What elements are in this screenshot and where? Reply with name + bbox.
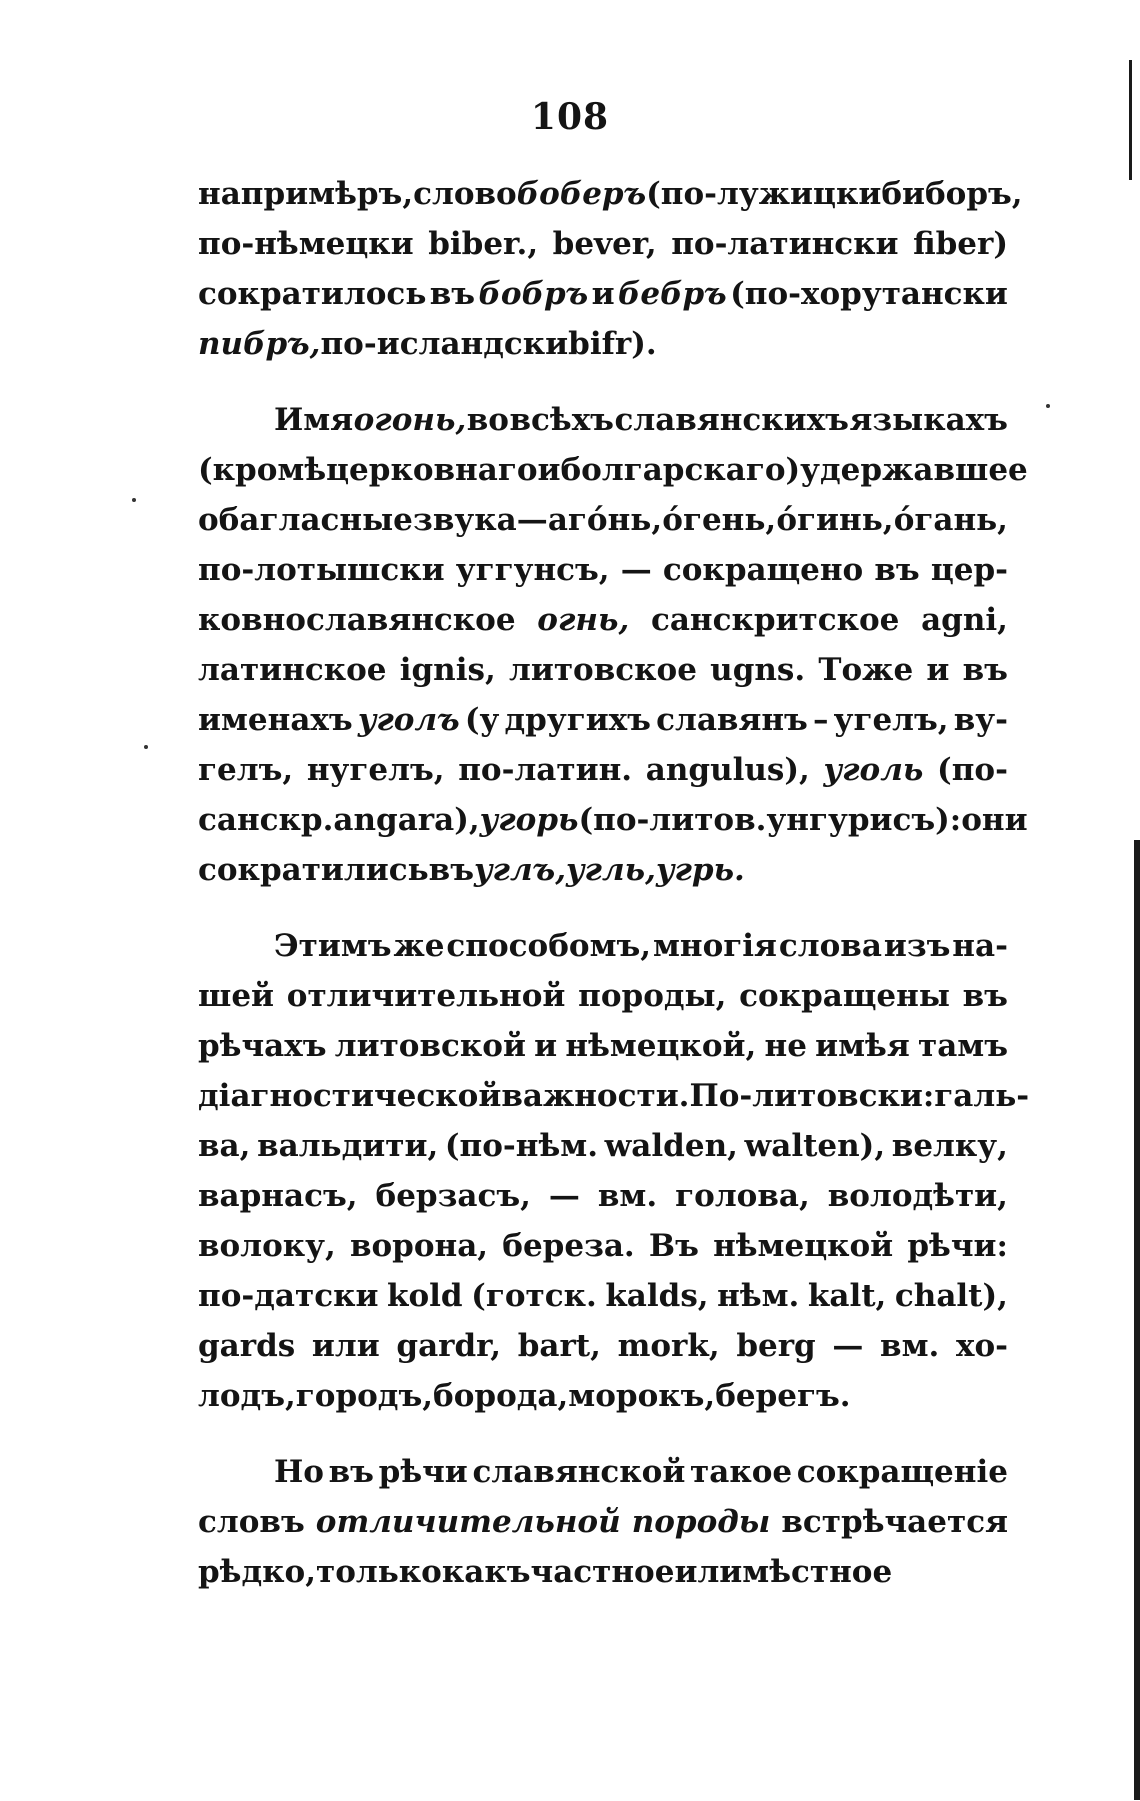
text-line — [198, 752, 1008, 802]
word: kalt, — [807, 1278, 887, 1314]
word: уггунсъ, — [455, 552, 610, 588]
word: вм. — [880, 1328, 940, 1364]
text-line — [198, 978, 1008, 1028]
paragraph-gap — [198, 902, 1008, 928]
word: въ — [429, 276, 476, 312]
word: агóнь, — [547, 502, 663, 538]
paragraph — [198, 928, 1030, 1428]
word: славянскихъ — [614, 402, 849, 438]
text-line — [198, 1454, 1008, 1504]
text-line — [198, 852, 1008, 902]
word: славянъ — [656, 702, 808, 738]
word: сокращены — [739, 978, 950, 1014]
word: тамъ — [917, 1028, 1008, 1064]
text-line — [198, 1278, 1008, 1328]
word: велку, — [891, 1128, 1008, 1164]
word: володѣти, — [827, 1178, 1008, 1214]
text-line — [198, 176, 1023, 226]
word: kalds, — [605, 1278, 709, 1314]
word: (по-нѣм. — [444, 1128, 598, 1164]
word: бобръ — [478, 276, 589, 312]
word: berg — [736, 1328, 816, 1364]
body-text — [198, 176, 1030, 1604]
word: ковнославянское — [198, 602, 516, 638]
page-number: 108 — [530, 96, 610, 138]
word: хо- — [955, 1328, 1008, 1364]
word: вм. — [597, 1178, 658, 1214]
word: они — [961, 802, 1028, 838]
word: уголъ — [357, 702, 460, 738]
word: оба — [198, 502, 260, 538]
word: мѣстное — [742, 1554, 893, 1590]
text-line — [198, 1504, 1008, 1554]
word: гелъ, — [198, 752, 294, 788]
word: изъ — [883, 928, 951, 964]
text-line — [198, 402, 1008, 452]
word: цер- — [930, 552, 1008, 588]
word: óгинь, — [776, 502, 894, 538]
word: или — [311, 1328, 380, 1364]
text-line — [198, 652, 1008, 702]
text-line — [198, 502, 1008, 552]
word: лодъ, — [198, 1378, 296, 1414]
paragraph-gap — [198, 1428, 1008, 1454]
ink-speck — [144, 745, 148, 749]
text-line — [198, 702, 1008, 752]
word: fiber) — [913, 226, 1008, 262]
word: и — [591, 276, 615, 312]
word: всѣхъ — [509, 402, 614, 438]
word: частное — [530, 1554, 675, 1590]
word: (у — [464, 702, 500, 738]
word: угрь. — [655, 852, 745, 888]
word: слово — [413, 176, 517, 212]
word: (по-литов. — [578, 802, 767, 838]
word: Въ — [648, 1228, 699, 1264]
word: ву- — [953, 702, 1008, 738]
word: по-нѣмецки — [198, 226, 414, 262]
word: звука— — [413, 502, 548, 538]
word: пибръ, — [198, 326, 321, 362]
word: на- — [952, 928, 1008, 964]
word: только — [316, 1554, 442, 1590]
word: рѣчи — [378, 1454, 468, 1490]
word: óгень, — [662, 502, 777, 538]
word: напримѣръ, — [198, 176, 414, 212]
word: и — [534, 1028, 558, 1064]
word: рѣдко, — [198, 1554, 316, 1590]
word: ignis, — [399, 652, 496, 688]
word: Имя — [274, 402, 354, 438]
word: литовской — [334, 1028, 526, 1064]
word: Но — [274, 1454, 324, 1490]
word: gardr, — [396, 1328, 502, 1364]
word: именахъ — [198, 702, 353, 738]
word: угорь — [479, 802, 579, 838]
word: (по-хорутански — [730, 276, 1008, 312]
word: борода, — [433, 1378, 569, 1414]
word: нѣм. — [717, 1278, 800, 1314]
word: bart, — [517, 1328, 601, 1364]
word: kold — [387, 1278, 463, 1314]
word: шей — [198, 978, 275, 1014]
word: береза. — [502, 1228, 635, 1264]
word: ugns. — [710, 652, 806, 688]
ink-speck — [132, 498, 136, 502]
word: угелъ, — [833, 702, 949, 738]
word: боберъ — [516, 176, 647, 212]
word: gards — [198, 1328, 296, 1364]
word: рѣчахъ — [198, 1028, 327, 1064]
word: встрѣчается — [781, 1504, 1008, 1540]
word: голова, — [675, 1178, 810, 1214]
text-line — [198, 326, 1008, 376]
word: словъ — [198, 1504, 305, 1540]
word: biber., — [428, 226, 539, 262]
word: языкахъ — [849, 402, 1008, 438]
word: отличительной — [286, 978, 566, 1014]
word: angulus), — [645, 752, 810, 788]
text-line — [198, 1028, 1008, 1078]
word: латинское — [198, 652, 387, 688]
word: славянской — [472, 1454, 686, 1490]
word: въ — [328, 1454, 374, 1490]
word: слова — [778, 928, 882, 964]
word: рѣчи: — [907, 1228, 1008, 1264]
word: такое — [690, 1454, 793, 1490]
word: въ — [962, 652, 1008, 688]
word: въ — [428, 852, 474, 888]
word: болгарскаго) — [560, 452, 801, 488]
paragraph — [198, 402, 1028, 902]
word: санскр. — [198, 802, 334, 838]
text-line — [198, 226, 1008, 276]
word: варнасъ, — [198, 1178, 358, 1214]
word: (готск. — [471, 1278, 597, 1314]
word: mork, — [617, 1328, 720, 1364]
word: діагностической — [198, 1078, 502, 1114]
text-line — [198, 276, 1008, 326]
word: удержавшее — [800, 452, 1028, 488]
word: и — [537, 452, 561, 488]
word: Этимъ — [274, 928, 392, 964]
text-line — [198, 928, 1008, 978]
word: биборъ, — [881, 176, 1023, 212]
word: agni, — [921, 602, 1008, 638]
word: уголь — [823, 752, 924, 788]
word: другихъ — [504, 702, 651, 738]
word: (кромѣ — [198, 452, 327, 488]
text-line — [198, 1228, 1008, 1278]
text-line — [198, 802, 1028, 852]
word: нѣмецкой, — [565, 1028, 757, 1064]
word: унгурисъ): — [766, 802, 962, 838]
word: важности. — [501, 1078, 690, 1114]
word: отличительной — [315, 1504, 621, 1540]
word: во — [466, 402, 509, 438]
word: по-исландски — [320, 326, 569, 362]
word: или — [674, 1554, 743, 1590]
word: многія — [652, 928, 777, 964]
text-line — [198, 552, 1008, 602]
word: бебръ — [617, 276, 727, 312]
word: породы — [631, 1504, 771, 1540]
word: walden, — [604, 1128, 738, 1164]
word: берзасъ, — [375, 1178, 531, 1214]
word: не — [764, 1028, 807, 1064]
word: имѣя — [815, 1028, 910, 1064]
word: вальдити, — [257, 1128, 439, 1164]
word: chalt), — [894, 1278, 1008, 1314]
text-line — [198, 602, 1008, 652]
word: bifr). — [568, 326, 657, 362]
paragraph — [198, 1454, 1008, 1604]
word: и — [926, 652, 950, 688]
word: — — [620, 552, 652, 588]
word: морокъ, — [568, 1378, 716, 1414]
word: сокращено — [662, 552, 864, 588]
page-edge-shadow — [1129, 60, 1132, 180]
word: огнь, — [537, 602, 630, 638]
word: въ — [874, 552, 920, 588]
word: гласные — [259, 502, 413, 538]
word: берегъ. — [715, 1378, 851, 1414]
word: же — [393, 928, 445, 964]
word: Тоже — [818, 652, 914, 688]
word: по-латински — [671, 226, 899, 262]
ink-speck — [1046, 404, 1050, 408]
word: огонь, — [353, 402, 467, 438]
word: угль, — [566, 852, 656, 888]
word: — — [832, 1328, 864, 1364]
word: по-датски — [198, 1278, 379, 1314]
word: ворона, — [349, 1228, 489, 1264]
word: bever, — [552, 226, 657, 262]
word: по-лотышски — [198, 552, 445, 588]
word: въ — [962, 978, 1008, 1014]
word: сокращеніе — [796, 1454, 1008, 1490]
word: walten), — [744, 1128, 886, 1164]
word: углъ, — [474, 852, 567, 888]
word: по-латин. — [458, 752, 633, 788]
word: городъ, — [295, 1378, 434, 1414]
word: сократились — [198, 852, 429, 888]
word: церковнаго — [326, 452, 538, 488]
paragraph — [198, 176, 1023, 376]
word: сократилось — [198, 276, 427, 312]
word: литовское — [508, 652, 697, 688]
word: нѣмецкой — [713, 1228, 894, 1264]
word: ва, — [198, 1128, 251, 1164]
text-line — [198, 452, 1028, 502]
paragraph-gap — [198, 376, 1008, 402]
word: (по- — [937, 752, 1008, 788]
page-edge-shadow — [1134, 840, 1140, 1800]
word: способомъ, — [446, 928, 652, 964]
text-line — [198, 1378, 1008, 1428]
text-line — [198, 1554, 1008, 1604]
word: óгань, — [893, 502, 1008, 538]
word: породы, — [578, 978, 727, 1014]
text-line — [198, 1078, 1030, 1128]
word: angara), — [333, 802, 480, 838]
word: санскритское — [650, 602, 900, 638]
word: нугелъ, — [306, 752, 445, 788]
word: волоку, — [198, 1228, 336, 1264]
text-line — [198, 1128, 1008, 1178]
word: какъ — [441, 1554, 531, 1590]
text-line — [198, 1178, 1008, 1228]
word: (по-лужицки — [646, 176, 882, 212]
word: — — [548, 1178, 580, 1214]
text-line — [198, 1328, 1008, 1378]
word: – — [812, 702, 829, 738]
word: По-литовски: — [689, 1078, 935, 1114]
word: галь- — [934, 1078, 1030, 1114]
